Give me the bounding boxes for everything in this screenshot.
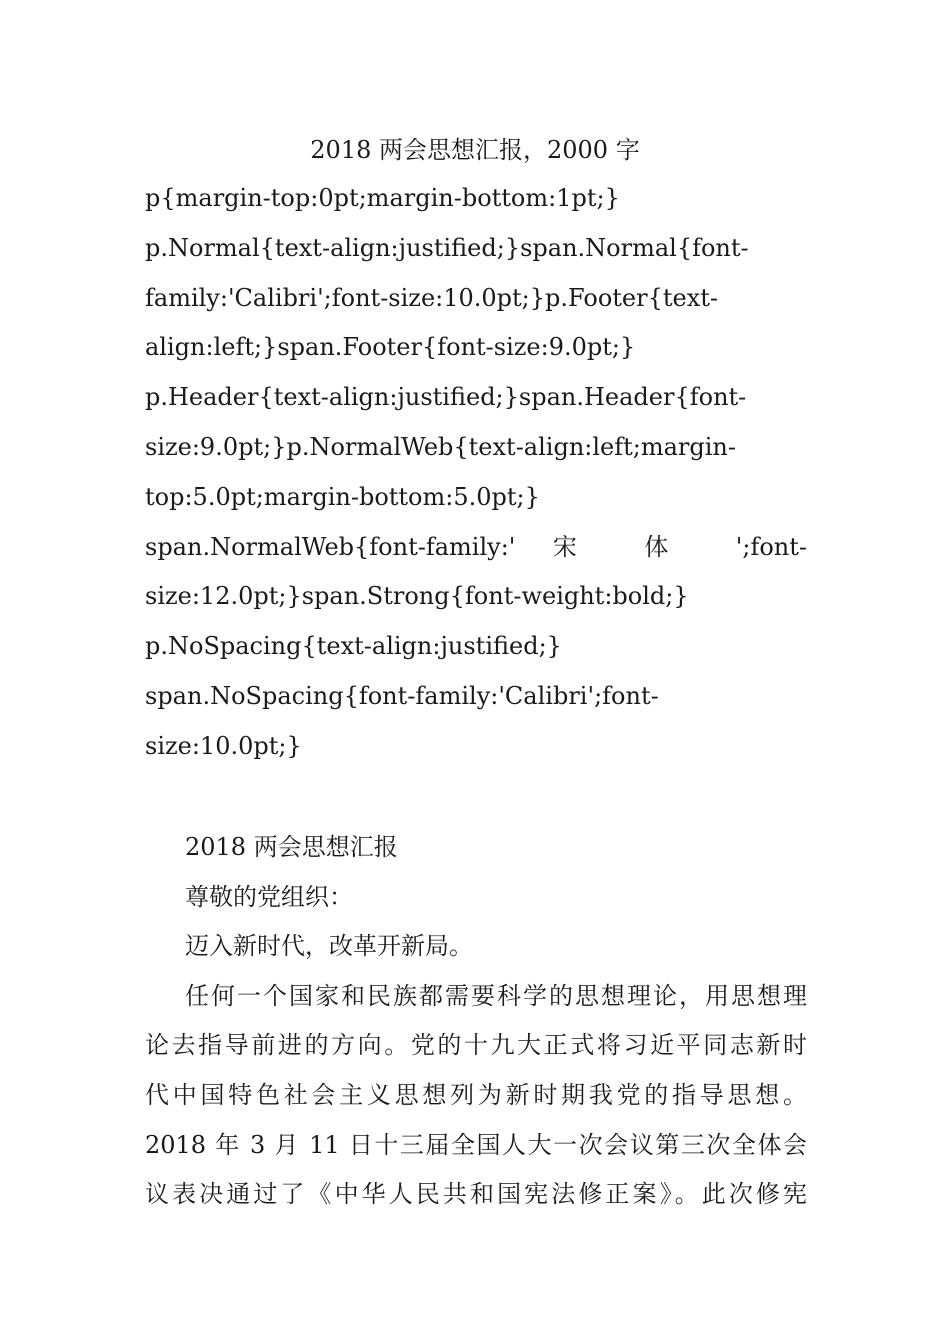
css-line: p.Header{text-align:justified;}span.Header{font-: [145, 383, 747, 412]
css-line: size:10.0pt;}: [145, 731, 302, 760]
paragraph-line: 任何一个国家和民族都需要科学的思想理论，用思想理: [185, 981, 807, 1010]
document-title: 2018 两会思想汇报，2000 字: [310, 136, 640, 164]
css-line: p{margin-top:0pt;margin-bottom:1pt;}: [145, 184, 620, 212]
paragraph-line: 议表决通过了《中华人民共和国宪法修正案》。此次修宪: [145, 1180, 807, 1209]
body-paragraph: [145, 972, 807, 1220]
css-line: size:12.0pt;}span.Strong{font-weight:bold;}: [145, 582, 689, 611]
paragraph-line: 2018 年 3 月 11 日十三届全国人大一次会议第三次全体会: [145, 1130, 807, 1159]
report-heading: 2018 两会思想汇报: [185, 833, 398, 861]
css-line: span.NormalWeb{font-family:' 宋 体 ';font-: [145, 532, 807, 561]
lead-sentence: 迈入新时代，改革开新局。: [185, 932, 473, 961]
css-line: span.NoSpacing{font-family:'Calibri';font-: [145, 681, 659, 710]
css-line: family:'Calibri';font-size:10.0pt;}p.Footer{text-: [145, 283, 718, 312]
css-line: size:9.0pt;}p.NormalWeb{text-align:left;margin-: [145, 432, 736, 461]
css-line: p.NoSpacing{text-align:justified;}: [145, 632, 562, 661]
css-line: align:left;}span.Footer{font-size:9.0pt;}: [145, 333, 636, 362]
css-line: top:5.0pt;margin-bottom:5.0pt;}: [145, 482, 540, 511]
paragraph-line: 代中国特色社会主义思想列为新时期我党的指导思想。: [145, 1080, 807, 1109]
salutation: 尊敬的党组织：: [185, 882, 353, 911]
paragraph-line: 论去指导前进的方向。党的十九大正式将习近平同志新时: [145, 1031, 807, 1060]
css-line: p.Normal{text-align:justified;}span.Normal{font-: [145, 233, 749, 262]
report-body: [145, 823, 807, 1220]
css-text-block: [145, 174, 807, 772]
